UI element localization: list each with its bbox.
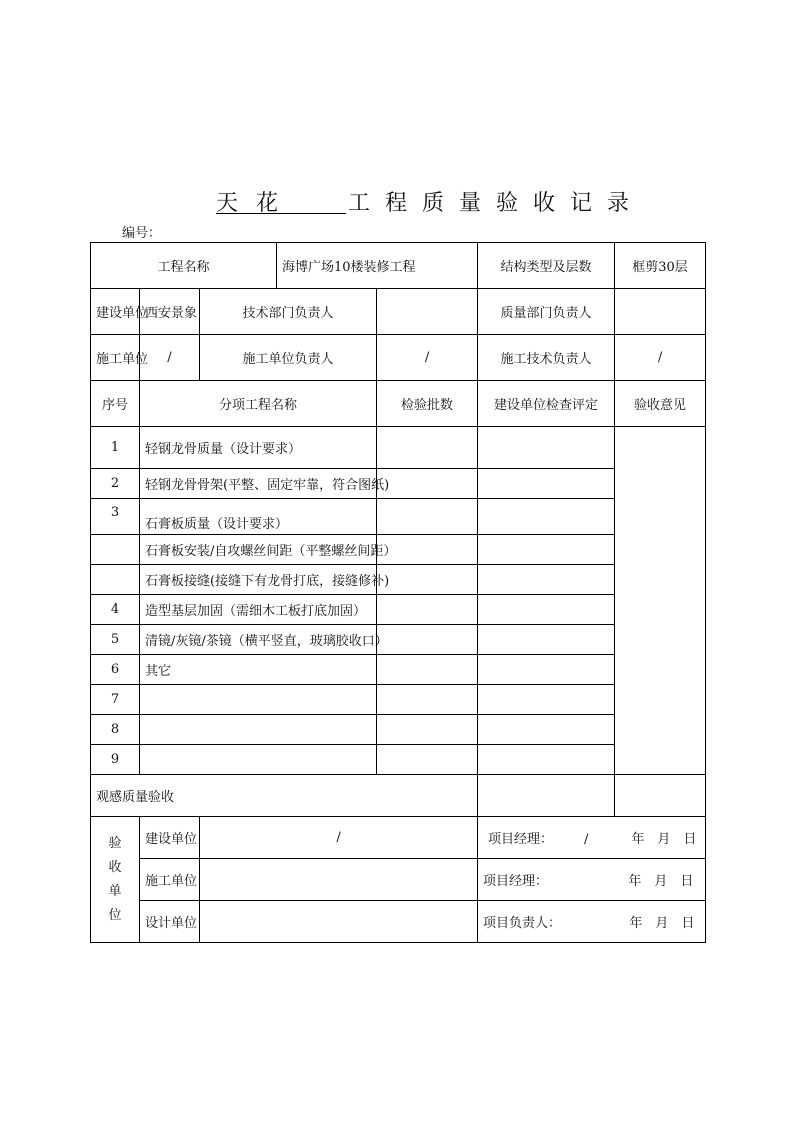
row-seq [91, 535, 140, 565]
title-prefix: 天花 [216, 186, 346, 214]
row-item: 轻钢龙骨骨架(平整、固定牢靠，符合图纸) [140, 469, 377, 499]
contractor-tech-label: 施工技术负责人 [478, 335, 615, 381]
col-seq-header: 序号 [91, 381, 140, 427]
acceptance-owner-signoff[interactable] [478, 817, 706, 859]
acceptance-group-char: 单 [108, 883, 122, 899]
row-owner-eval[interactable] [478, 745, 615, 775]
project-name-row [91, 243, 706, 289]
row-owner-eval[interactable] [478, 499, 615, 535]
structure-value[interactable]: 框剪30层 [615, 243, 706, 289]
row-seq: 7 [91, 685, 140, 715]
quality-head-value[interactable] [615, 289, 706, 335]
row-item: 造型基层加固（需细木工板打底加固） [140, 595, 377, 625]
tech-head-label: 技术部门负责人 [200, 289, 377, 335]
acceptance-group-char: 验 [108, 835, 122, 851]
acceptance-opinion-cell[interactable] [615, 427, 706, 775]
acceptance-contractor-sign-label: 项目经理： [483, 874, 549, 889]
acceptance-owner-date: 年 月 日 [631, 832, 697, 847]
row-item: 清镜/灰镜/茶镜（横平竖直，玻璃胶收口） [140, 625, 377, 655]
col-opinion-header: 验收意见 [615, 381, 706, 427]
col-owner-eval-header: 建设单位检查评定 [478, 381, 615, 427]
visual-quality-row [91, 775, 706, 817]
tech-head-value[interactable] [377, 289, 478, 335]
project-name-value[interactable]: 海博广场10楼装修工程 [277, 243, 478, 289]
table-row [91, 595, 706, 625]
contractor-tech-value[interactable]: / [615, 335, 706, 381]
table-row [91, 535, 706, 565]
table-row [91, 685, 706, 715]
row-seq: 3 [91, 499, 140, 535]
table-row [91, 427, 706, 469]
row-item: 其它 [140, 655, 377, 685]
quality-head-label: 质量部门负责人 [478, 289, 615, 335]
contractor-head-value[interactable]: / [377, 335, 478, 381]
row-seq: 5 [91, 625, 140, 655]
row-owner-eval[interactable] [478, 535, 615, 565]
acceptance-designer-value[interactable] [200, 901, 478, 943]
row-batches[interactable] [377, 715, 478, 745]
acceptance-contractor-label: 施工单位 [140, 859, 200, 901]
table-row [91, 655, 706, 685]
row-batches[interactable] [377, 427, 478, 469]
contractor-row [91, 335, 706, 381]
table-row [91, 565, 706, 595]
row-seq: 1 [91, 427, 140, 469]
acceptance-record-table [90, 242, 706, 943]
row-owner-eval[interactable] [478, 595, 615, 625]
row-item: 石膏板接缝(接缝下有龙骨打底，接缝修补) [140, 565, 377, 595]
acceptance-designer-signoff[interactable] [478, 901, 706, 943]
contractor-head-label: 施工单位负责人 [200, 335, 377, 381]
table-row [91, 469, 706, 499]
acceptance-contractor-value[interactable] [200, 859, 478, 901]
row-batches[interactable] [377, 595, 478, 625]
table-row [91, 745, 706, 775]
visual-quality-eval[interactable] [478, 775, 615, 817]
row-seq [91, 565, 140, 595]
row-batches[interactable] [377, 745, 478, 775]
acceptance-owner-sign-value: / [583, 832, 589, 847]
acceptance-unit-group-label [91, 817, 140, 943]
project-name-label: 工程名称 [91, 243, 277, 289]
acceptance-designer-date: 年 月 日 [629, 916, 695, 931]
title-main: 工程质量验收记录 [348, 191, 645, 216]
row-batches[interactable] [377, 685, 478, 715]
row-batches[interactable] [377, 655, 478, 685]
structure-label: 结构类型及层数 [478, 243, 615, 289]
acceptance-contractor-date: 年 月 日 [628, 874, 694, 889]
visual-quality-opinion[interactable] [615, 775, 706, 817]
row-batches[interactable] [377, 565, 478, 595]
visual-quality-label: 观感质量验收 [91, 775, 478, 817]
acceptance-contractor-signoff[interactable] [478, 859, 706, 901]
acceptance-owner-label: 建设单位 [140, 817, 200, 859]
col-item-header: 分项工程名称 [140, 381, 377, 427]
row-owner-eval[interactable] [478, 469, 615, 499]
row-item: 石膏板质量（设计要求） [140, 499, 377, 535]
row-item[interactable] [140, 715, 377, 745]
row-seq: 4 [91, 595, 140, 625]
row-batches[interactable] [377, 469, 478, 499]
acceptance-designer-sign-label: 项目负责人： [483, 916, 562, 931]
row-seq: 6 [91, 655, 140, 685]
col-batches-header: 检验批数 [377, 381, 478, 427]
table-row [91, 499, 706, 535]
owner-label: 建设单位 [91, 289, 140, 335]
row-batches[interactable] [377, 625, 478, 655]
column-header-row [91, 381, 706, 427]
table-row [91, 715, 706, 745]
row-batches[interactable] [377, 499, 478, 535]
row-item: 轻钢龙骨质量（设计要求） [140, 427, 377, 469]
row-item[interactable] [140, 745, 377, 775]
acceptance-owner-value[interactable]: / [200, 817, 478, 859]
owner-value[interactable]: 西安景象 [140, 289, 200, 335]
row-owner-eval[interactable] [478, 715, 615, 745]
row-owner-eval[interactable] [478, 427, 615, 469]
row-item[interactable] [140, 685, 377, 715]
acceptance-contractor-row [91, 859, 706, 901]
acceptance-designer-label: 设计单位 [140, 901, 200, 943]
row-owner-eval[interactable] [478, 655, 615, 685]
serial-number-label: 编号： [122, 226, 162, 241]
row-owner-eval[interactable] [478, 685, 615, 715]
document-title [0, 186, 794, 216]
row-owner-eval[interactable] [478, 565, 615, 595]
acceptance-group-char: 位 [108, 907, 122, 923]
contractor-value[interactable]: / [140, 335, 200, 381]
acceptance-owner-row [91, 817, 706, 859]
row-item: 石膏板安装/自攻螺丝间距（平整螺丝间距） [140, 535, 377, 565]
row-owner-eval[interactable] [478, 625, 615, 655]
table-row [91, 625, 706, 655]
acceptance-group-char: 收 [108, 859, 122, 875]
contractor-label: 施工单位 [91, 335, 140, 381]
acceptance-designer-row [91, 901, 706, 943]
acceptance-owner-sign-label: 项目经理： [488, 832, 554, 847]
row-seq: 8 [91, 715, 140, 745]
row-seq: 2 [91, 469, 140, 499]
owner-row [91, 289, 706, 335]
row-seq: 9 [91, 745, 140, 775]
